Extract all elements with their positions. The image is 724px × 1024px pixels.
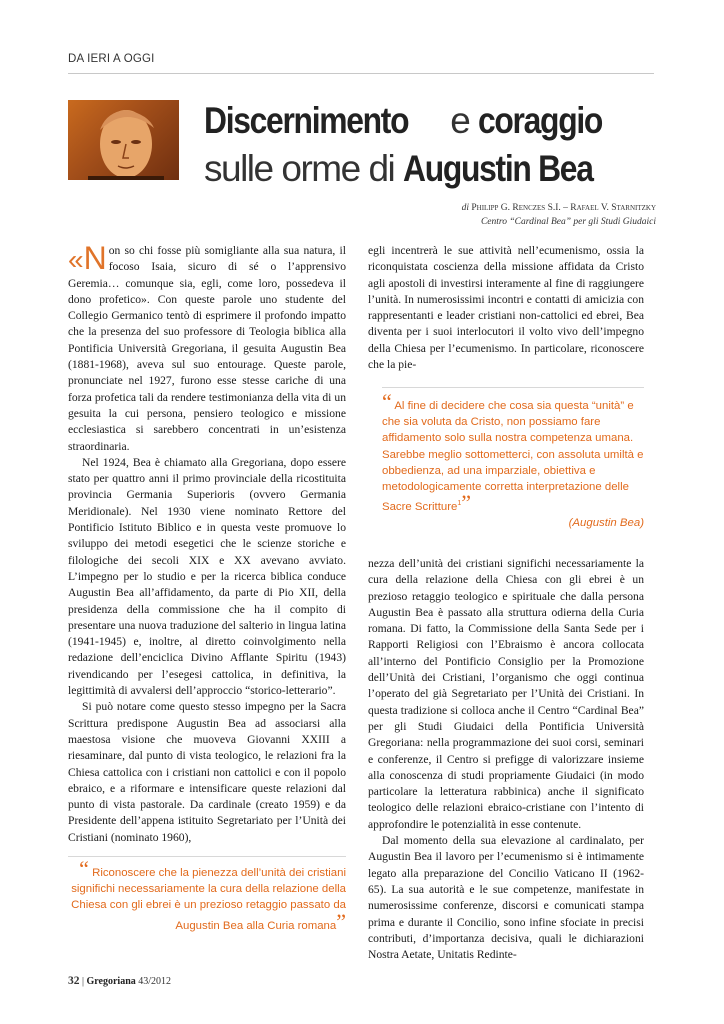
title-word-augustin-bea: Augustin Bea xyxy=(403,148,593,189)
footnote-ref: 1 xyxy=(457,500,462,508)
paragraph-5: nezza dell’unità dei cristiani significhi necessariamente la cura della relazione della Chiesa con gli ebrei è un prezioso retaggio teologico e spirituale che dalla persona Augustin Bea è passato alla struttura odierna della Curia romana. Di fatto, la Commissione della Santa Sede per i Rapporti Religiosi con l’Ebraismo è ancora collocata all’interno del Pontificio Consiglio per la Promozione dell’Unità dei Cristiani, l’organismo che oggi continua l’operato del già Segretariato per l’Unità dei Cristiani. In questa tradizione si colloca anche il Centro “Cardinal Bea” per gli Studi Giudaici della Pontificia Università Gregoriana: nella programmazione dei suoi corsi, seminari e conferenze, il Centro si prefigge di valorizzare insieme alla conoscenza di studi propriamente Giudaici (in modo particolare la letteratura rabbinica) anche il significato teologico delle relazioni ebraico-cristiane con l’intento di approfondire le potenzialità in esse contenute. xyxy=(368,557,644,831)
pull-quote-2 xyxy=(68,856,346,934)
pull-quote-1 xyxy=(382,387,644,532)
article-title xyxy=(204,101,664,197)
footer-separator: | xyxy=(79,976,87,987)
paragraph-2: Nel 1924, Bea è chiamato alla Gregoriana, dopo essere stato per quattro anni il primo provinciale della ricostituita provincia Germania Superioris (ovvero Germania Meridionale). Nel 1930 viene nominato Rettore del Pontificio Istituto Biblico e in questa veste promuove lo sviluppo dei metodi esegetici che le scienze storiche e filologiche dei secoli XIX e XX avevano avviato. L’impegno per lo studio e per la ricerca biblica conduce Augustin Bea all’affidamento, da parte di Pio XII, della presidenza della commissione che ha il compito di presentare una nuova traduzione del salterio in lingua latina (1941-1945) e, inoltre, al diretto coinvolgimento nella redazione dell’enciclica Divino Afflante Spiritu (1943) rivendicando per l’esegesi cattolica, in definitiva, la legittimità di avvalersi dell’approccio “storico-letterario”. xyxy=(68,455,346,698)
page-number: 32 xyxy=(68,975,80,987)
paragraph-6: Dal momento della sua elevazione al cardinalato, per Augustin Bea il lavoro per l’ecumenismo si è intimamente legato alla preparazione del Concilio Vaticano II (1962-65). La sua autorità e le sue competenze, manifestate in numerosissime conferenze, discorsi e comunicati stampa prima e durante il Concilio, sono infine sfociate in precisi contributi, d’importanza decisiva, quali le dichiarazioni Nostra Aetate, Unitatis Redinte- xyxy=(368,834,644,962)
portrait-image xyxy=(68,100,179,180)
title-word-e: e xyxy=(441,100,479,141)
issue-number: 43/2012 xyxy=(135,976,172,987)
header-rule xyxy=(68,73,654,74)
portrait-illustration xyxy=(68,100,179,180)
byline-affiliation: Centro “Cardinal Bea” per gli Studi Giudaici xyxy=(480,217,656,227)
column-right-bottom xyxy=(368,556,644,963)
paragraph-4: egli incentrerà le sue attività nell’ecumenismo, ossia la riconquistata coscienza della missione affidata da Cristo agli apostoli di investirsi interamente al fine di raggiungere l’unità. In numerosissimi incontri e contatti di amicizia con rappresentanti e leader cristiani non-cattolici ed ebrei, Bea diventa per i suoi interlocutori il volto vivo dell’impegno della Chiesa per l’ecumenismo. In particolare, riconoscere che la pie- xyxy=(368,244,644,372)
magazine-name: Gregoriana xyxy=(86,976,136,987)
byline-prefix: di xyxy=(461,203,472,213)
open-quote-icon: “ xyxy=(79,856,89,881)
close-quote-icon: ” xyxy=(461,490,472,516)
title-word-sulle-orme: sulle orme di xyxy=(204,148,404,189)
pull-quote-1-attribution: (Augustin Bea) xyxy=(568,517,644,530)
paragraph-3: Si può notare come questo stesso impegno per la Sacra Scrittura predispone Augustin Bea ad associarsi alla maestosa visione che muoveva Giovanni XXIII a riesaminare, dal punto di vista teologico, le relazioni fra la Chiesa cattolica con i cristiani non cattolici e con il popolo ebraico, e a riformare e intensificare queste relazioni dal punto di vista pastorale. Da cardinale (creato 1959) e da Presidente dell’appena istituito Segretariato per l’Unità dei Cristiani (nominato 1960), xyxy=(68,700,346,844)
open-quote-icon: “ xyxy=(382,389,392,414)
byline-authors: Philipp G. Renczes S.I. – Rafael V. Starnitzky xyxy=(471,203,656,213)
pull-quote-1-text: Al fine di decidere che cosa sia questa “unità” e che sia voluta da Cristo, non possiamo fare affidamento solo sulla nostra competenza umana. Sarebbe meglio sottometterci, con assoluta umiltà e obbedienza, ad una imparziale, obiettiva e metodologicamente corretta interpretazione delle Sacre Scritture xyxy=(382,400,644,514)
drop-cap: «N xyxy=(68,240,107,276)
close-quote-icon: ” xyxy=(336,908,346,934)
pull-quote-2-text: Riconoscere che la pienezza dell’unità dei cristiani significhi necessariamente la cura della relazione della Chiesa con gli ebrei è un prezioso retaggio passato da Augustin Bea alla Curia romana xyxy=(71,867,346,932)
byline xyxy=(462,201,656,229)
title-word-discernimento: Discernimento xyxy=(204,100,409,141)
column-left xyxy=(68,240,346,846)
paragraph-1: «N on so chi fosse più somigliante alla sua natura, il focoso Isaia, sicuro di sé o l’apprensivo Geremia… comunque sia, egli, come loro, possedeva il dono profetico». Con queste parole uno studente del Collegio Germanico tentò di esprimere il profondo impatto che la presenza del suo professore di Teologia biblica alla Pontificia Università Gregoriana, il gesuita Augustin Bea (1881-1968), aveva sul suo entourage. Queste parole, pronunciate nel 1927, furono esse stesse cariche di una forza profetica tali da rendere testimonianza della vita di un gesuita la cui persona, pensiero teologico e missione ecclesiastica si sarebbero concentrati in un’esistenza straordinaria. xyxy=(68,240,346,453)
title-word-coraggio: coraggio xyxy=(478,100,603,141)
page-footer xyxy=(68,975,171,987)
section-kicker: DA IERI A OGGI xyxy=(68,53,155,65)
column-right-top xyxy=(368,243,644,373)
